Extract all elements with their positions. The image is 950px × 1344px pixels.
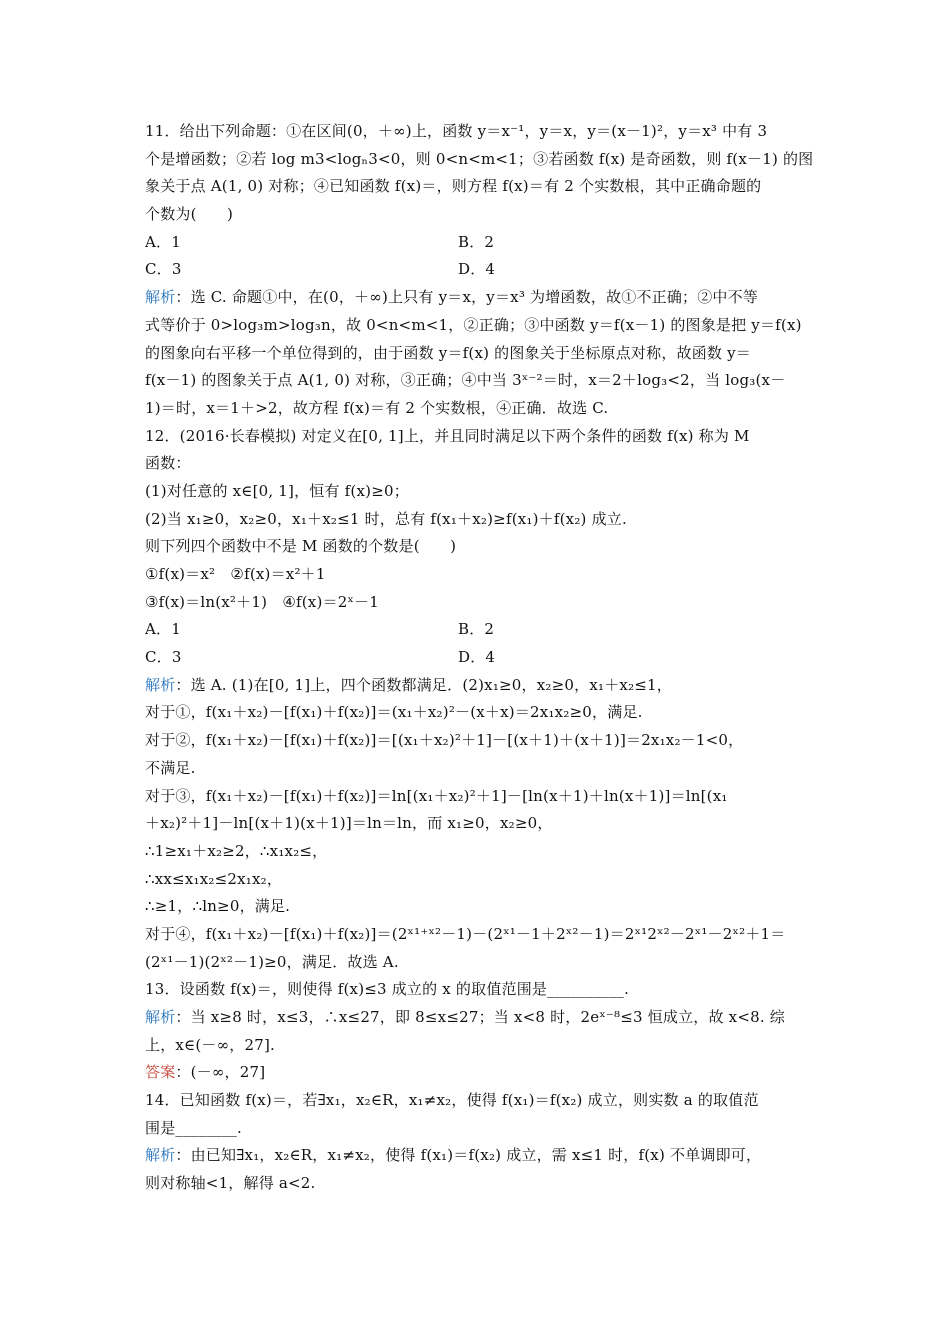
text-line: 式等价于 0>log₃m>log₃n，故 0<n<m<1，②正确；③中函数 y＝f(x－1) 的图象是把 y＝f(x) bbox=[145, 315, 802, 334]
solution-label: 解析 bbox=[145, 1008, 176, 1026]
answer-options bbox=[145, 256, 815, 284]
text-line: 11．给出下列命题：①在区间(0，＋∞)上，函数 y＝x⁻¹，y＝x，y＝(x－1)²，y＝x³ 中有 3 bbox=[145, 122, 768, 140]
solution-label: 解析 bbox=[145, 1146, 176, 1165]
solution-label: 解析 bbox=[145, 288, 176, 307]
text-line: ∴1≥x₁＋x₂≥2，∴x₁x₂≤， bbox=[145, 841, 328, 860]
document-page bbox=[145, 118, 815, 1198]
text-line: 13．设函数 f(x)＝，则使得 f(x)≤3 成立的 x 的取值范围是__________. bbox=[145, 980, 630, 999]
text-line: 1)＝时，x＝1＋>2，故方程 f(x)＝有 2 个实数根，④正确．故选 C. bbox=[145, 398, 609, 417]
text-line: 则下列四个函数中不是 M 函数的个数是( ) bbox=[145, 537, 457, 556]
text-line: ∴≥1，∴ln≥0，满足. bbox=[145, 897, 291, 916]
text-line: 个数为( ) bbox=[145, 205, 234, 224]
text-line: 个是增函数；②若 log m3<logₙ3<0，则 0<n<m<1；③若函数 f(x) 是奇函数，则 f(x－1) 的图 bbox=[145, 149, 814, 168]
text-line: ①f(x)＝x² ②f(x)＝x²＋1 bbox=[145, 565, 326, 583]
text-line: 函数： bbox=[145, 454, 191, 473]
solution-text: ：选 C. 命题①中，在(0，＋∞)上只有 y＝x，y＝x³ 为增函数，故①不正确；②中不等 bbox=[175, 288, 759, 307]
solution-line bbox=[145, 1142, 815, 1170]
text-line: ＋x₂)²＋1]－ln[(x＋1)(x＋1)]＝ln＝ln，而 x₁≥0，x₂≥0， bbox=[145, 814, 553, 833]
text-line: ∴xx≤x₁x₂≤2x₁x₂， bbox=[145, 869, 283, 888]
option-a: A．1 bbox=[145, 232, 181, 251]
solution-text: ：选 A. (1)在[0, 1]上，四个函数都满足．(2)x₁≥0，x₂≥0，x₁＋x₂≤1， bbox=[175, 675, 672, 694]
text-line: (1)对任意的 x∈[0, 1]，恒有 f(x)≥0； bbox=[145, 481, 409, 500]
text-line: f(x－1) 的图象关于点 A(1, 0) 对称，③正确；④中当 3ˣ⁻²＝时，x＝2＋log₃<2，当 log₃(x－ bbox=[145, 371, 786, 390]
option-c: C．3 bbox=[145, 260, 182, 279]
text-line: 对于④，f(x₁＋x₂)－[f(x₁)＋f(x₂)]＝(2ˣ¹⁺ˣ²－1)－(2ˣ¹－1＋2ˣ²－1)＝2ˣ¹2ˣ²－2ˣ¹－2ˣ²＋1＝ bbox=[145, 924, 786, 943]
text-line: 的图象向右平移一个单位得到的，由于函数 y＝f(x) 的图象关于坐标原点对称，故函数 y＝ bbox=[145, 343, 751, 362]
text-line: 14．已知函数 f(x)＝，若∃x₁，x₂∈R，x₁≠x₂，使得 f(x₁)＝f(x₂) 成立，则实数 a 的取值范 bbox=[145, 1091, 759, 1110]
answer-text: ：(－∞，27] bbox=[175, 1063, 266, 1082]
option-d: D．4 bbox=[458, 260, 496, 279]
text-line: 不满足. bbox=[145, 758, 196, 777]
text-line: (2)当 x₁≥0，x₂≥0，x₁＋x₂≤1 时，总有 f(x₁＋x₂)≥f(x₁)＋f(x₂) 成立. bbox=[145, 509, 627, 528]
option-b: B．2 bbox=[458, 232, 495, 251]
solution-label: 解析 bbox=[145, 675, 176, 694]
solution-text: ：当 x≥8 时，x≤3，∴x≤27，即 8≤x≤27；当 x<8 时，2eˣ⁻⁸≤3 恒成立，故 x<8. 综 bbox=[175, 1008, 785, 1026]
text-line: 对于②，f(x₁＋x₂)－[f(x₁)＋f(x₂)]＝[(x₁＋x₂)²＋1]－[(x＋1)＋(x＋1)]＝2x₁x₂－1<0， bbox=[145, 731, 744, 750]
answer-options bbox=[145, 644, 815, 672]
solution-line bbox=[145, 1004, 815, 1032]
answer-label: 答案 bbox=[145, 1063, 176, 1082]
text-line: 12．(2016·长春模拟) 对定义在[0, 1]上，并且同时满足以下两个条件的函数 f(x) 称为 M bbox=[145, 426, 750, 445]
text-line: (2ˣ¹－1)(2ˣ²－1)≥0，满足．故选 A. bbox=[145, 952, 399, 971]
option-b: B．2 bbox=[458, 620, 495, 639]
solution-line bbox=[145, 672, 815, 700]
option-c: C．3 bbox=[145, 648, 182, 667]
solution-text: ：由已知∃x₁，x₂∈R，x₁≠x₂，使得 f(x₁)＝f(x₂) 成立，需 x≤1 时，f(x) 不单调即可， bbox=[175, 1146, 762, 1165]
text-line: 上，x∈(－∞，27]. bbox=[145, 1035, 276, 1054]
answer-line bbox=[145, 1059, 815, 1087]
text-line: 则对称轴<1，解得 a<2. bbox=[145, 1174, 316, 1193]
text-line: 对于③，f(x₁＋x₂)－[f(x₁)＋f(x₂)]＝ln[(x₁＋x₂)²＋1]－[ln(x＋1)＋ln(x＋1)]＝ln[(x₁ bbox=[145, 786, 728, 805]
answer-options bbox=[145, 229, 815, 257]
text-line: 对于①，f(x₁＋x₂)－[f(x₁)＋f(x₂)]＝(x₁＋x₂)²－(x＋x)＝2x₁x₂≥0，满足. bbox=[145, 703, 643, 722]
solution-line bbox=[145, 284, 815, 312]
answer-options bbox=[145, 616, 815, 644]
option-a: A．1 bbox=[145, 620, 181, 639]
text-line: 围是________. bbox=[145, 1118, 242, 1137]
text-line: ③f(x)＝ln(x²＋1) ④f(x)＝2ˣ－1 bbox=[145, 592, 379, 611]
option-d: D．4 bbox=[458, 648, 496, 667]
text-line: 象关于点 A(1, 0) 对称；④已知函数 f(x)＝，则方程 f(x)＝有 2 个实数根，其中正确命题的 bbox=[145, 177, 762, 196]
